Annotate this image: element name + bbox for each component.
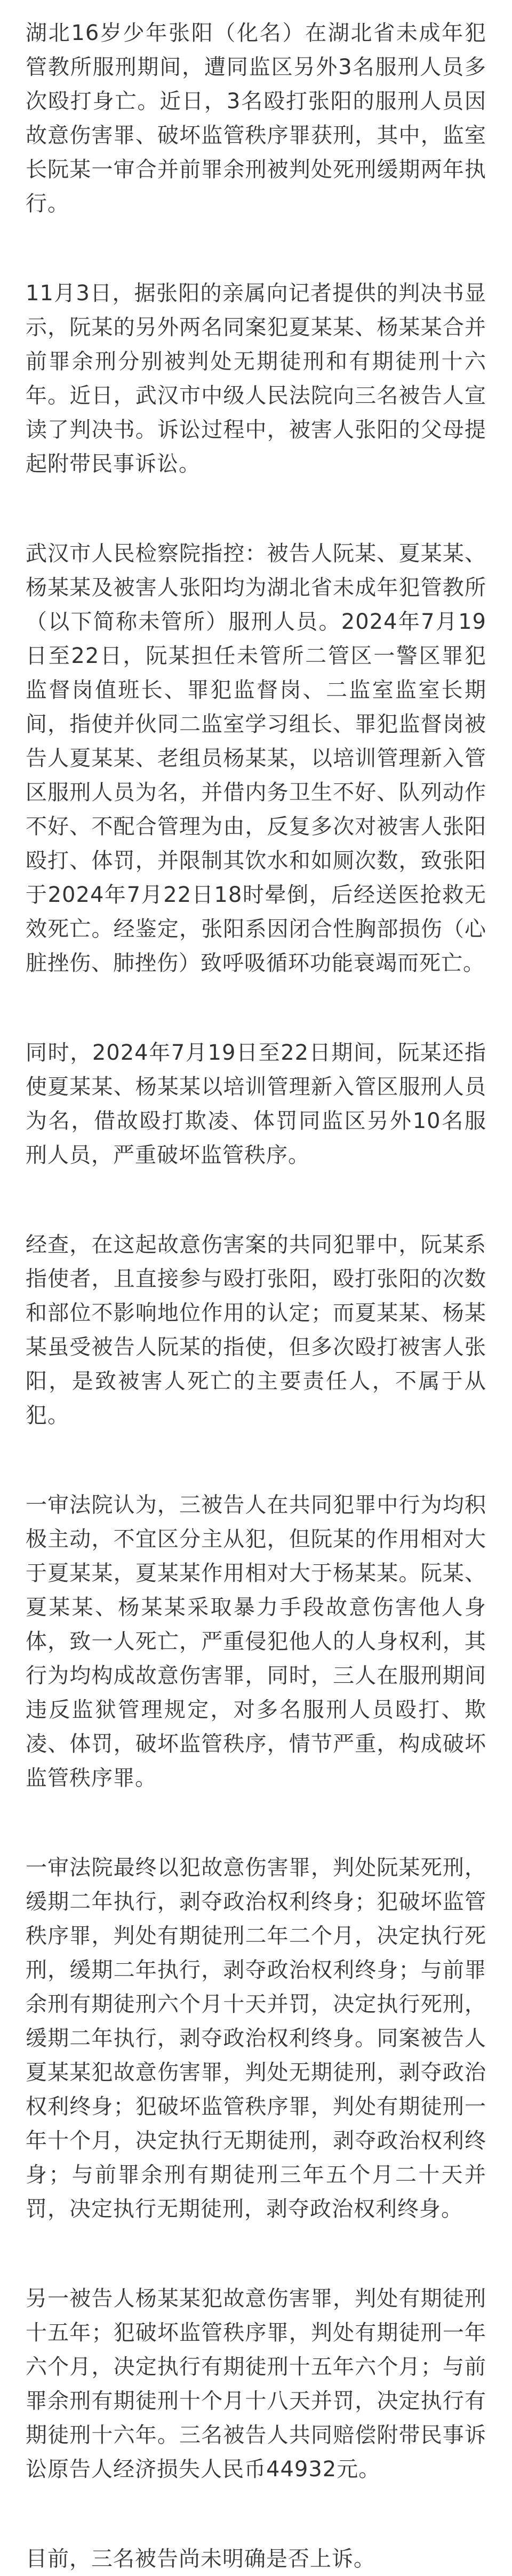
paragraph-4: 同时，2024年7月19日至22日期间，阮某还指使夏某某、杨某某以培训管理新入管区服刑人员为名，借故殴打欺凌、体罚同监区另外10名服刑人员，严重破坏监管秩序。 [26, 1041, 486, 1167]
paragraph-2: 11月3日，据张阳的亲属向记者提供的判决书显示，阮某的另外两名同案犯夏某某、杨某某合并前罪余刑分别被判处无期徒刑和有期徒刑十六年。近日，武汉市中级人民法院向三名被告人宣读了判决书。诉讼过程中，被害人张阳的父母提起附带民事诉讼。 [26, 281, 486, 476]
paragraph-1: 湖北16岁少年张阳（化名）在湖北省未成年犯管教所服刑期间，遭同监区另外3名服刑人员多次殴打身亡。近日，3名殴打张阳的服刑人员因故意伤害罪、破坏监管秩序罪获刑，其中，监室长阮某一审合并前罪余刑被判处死刑缓期两年执行。 [26, 21, 486, 216]
paragraph-9: 目前，三名被告尚未明确是否上诉。 [26, 2547, 375, 2571]
paragraph-3: 武汉市人民检察院指控：被告人阮某、夏某某、杨某某及被害人张阳均为湖北省未成年犯管教所（以下简称未管所）服刑人员。2024年7月19日至22日，阮某担任未管所二管区一警区罪犯监督岗值班长、罪犯监督岗、二监室监室长期间，指使并伙同二监室学习组长、罪犯监督岗被告人夏某某、老组员杨某某，以培训管理新入管区服刑人员为名，并借内务卫生不好、队列动作不好、不配合管理为由，反复多次对被害人张阳殴打、体罚，并限制其饮水和如厕次数，致张阳于2024年7月22日18时晕倒，后经送医抢救无效死亡。经鉴定，张阳系因闭合性胸部损伤（心脏挫伤、肺挫伤）致呼吸循环功能衰竭而死亡。 [26, 541, 486, 975]
paragraph-6: 一审法院认为，三被告人在共同犯罪中行为均积极主动，不宜区分主从犯，但阮某的作用相对大于夏某某，夏某某作用相对大于杨某某。阮某、夏某某、杨某某采取暴力手段故意伤害他人身体，致一人死亡，严重侵犯他人的人身权利，其行为均构成故意伤害罪，同时，三人在服刑期间违反监狱管理规定，对多名服刑人员殴打、欺凌、体罚，破坏监管秩序，情节严重，构成破坏监管秩序罪。 [26, 1493, 486, 1790]
paragraph-7: 一审法院最终以犯故意伤害罪，判处阮某死刑，缓期二年执行，剥夺政治权利终身；犯破坏监管秩序罪，判处有期徒刑二年二个月，决定执行死刑，缓期二年执行，剥夺政治权利终身；与前罪余刑有期徒刑六个月十天并罚，决定执行死刑，缓期二年执行，剥夺政治权利终身。同案被告人夏某某犯故意伤害罪，判处无期徒刑，剥夺政治权利终身；犯破坏监管秩序罪，判处有期徒刑一年十个月，决定执行无期徒刑，剥夺政治权利终身；与前罪余刑有期徒刑三年五个月二十天并罚，决定执行无期徒刑，剥夺政治权利终身。 [26, 1855, 486, 2221]
paragraph-8: 另一被告人杨某某犯故意伤害罪，判处有期徒刑十五年；犯破坏监管秩序罪，判处有期徒刑一年六个月，决定执行有期徒刑十五年六个月；与前罪余刑有期徒刑十个月十八天并罚，决定执行有期徒刑十六年。三名被告人共同赔偿附带民事诉讼原告人经济损失人民币44932元。 [26, 2286, 486, 2482]
paragraph-5: 经查，在这起故意伤害案的共同犯罪中，阮某系指使者，且直接参与殴打张阳，殴打张阳的次数和部位不影响地位作用的认定；而夏某某、杨某某虽受被告人阮某的指使，但多次殴打被害人张阳，是致被害人死亡的主要责任人，不属于从犯。 [26, 1233, 486, 1428]
